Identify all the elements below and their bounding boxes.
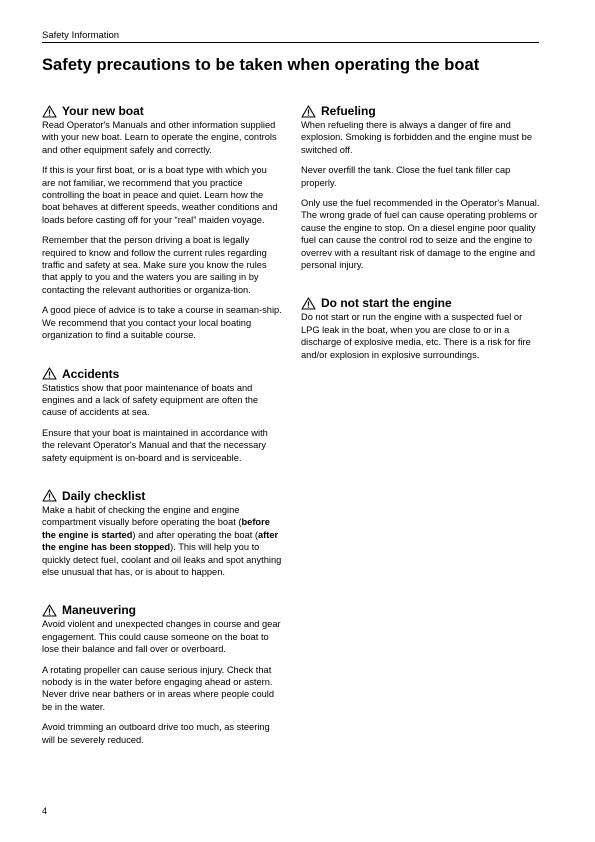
section-title: Refueling: [321, 104, 376, 118]
paragraph: Remember that the person driving a boat is legally required to know and follow the current rules regarding traffic and safety at sea. Make sure you know the rules that apply to you and the waters you are sailing in by contacting the relevant authorities or organiza-tion.: [42, 235, 267, 295]
section-title: Accidents: [62, 366, 120, 381]
section-title: Daily checklist: [62, 488, 146, 503]
paragraph: A rotating propeller can cause serious injury. Check that nobody is in the water before engaging ahead or astern. Never drive near bathers or in areas where people could be in the water.: [42, 664, 275, 712]
section-maneuvering: [42, 602, 282, 746]
emphasis-text: after the engine has been stopped: [42, 529, 279, 553]
paragraph: Do not start or run the engine with a suspected fuel or LPG leak in the boat, when you are close to or in a discharge of explosive media, etc. There is a risk for fire and/or explosion in explosive surroundings.: [301, 312, 531, 360]
warning-triangle-icon: [42, 604, 57, 617]
text-run: ). This will help you to quickly detect fuel, coolant and oil leaks and spot anything else unusual that has, or is about to happen.: [42, 542, 282, 577]
paragraph: Avoid trimming an outboard drive too much, as steering will be severely reduced.: [42, 722, 270, 745]
paragraph: [42, 504, 282, 578]
paragraph: If this is your first boat, or is a boat type with which you are not familiar, we recommend that you practice controlling the boat in peace and quiet. Learn how the boat behaves at different speeds, weather conditions and loads before casting off for your “real” maiden voyage.: [42, 165, 278, 225]
paragraph: A good piece of advice is to take a course in seaman-ship. We recommend that you contact your local boating organization to find a suitable course.: [42, 305, 282, 341]
paragraph: Never overfill the tank. Close the fuel tank filler cap properly.: [301, 165, 511, 188]
right-column: [301, 103, 541, 385]
section-daily-checklist: [42, 488, 282, 578]
paragraph: Read Operator's Manuals and other information supplied with your new boat. Learn to operate the engine, controls and other equipment safely and correctly.: [42, 120, 277, 155]
section-do-not-start-engine: [301, 295, 541, 361]
section-refueling: [301, 103, 541, 271]
warning-triangle-icon: [42, 367, 57, 380]
warning-triangle-icon: [42, 489, 57, 502]
paragraph: Ensure that your boat is maintained in accordance with the relevant Operator's Manual and that the necessary safety equipment is on-board and is serviceable.: [42, 427, 268, 463]
warning-triangle-icon: [42, 105, 57, 118]
section-accidents: [42, 366, 282, 464]
section-header-label: Safety Information: [42, 30, 120, 41]
left-column: [42, 103, 282, 770]
section-heading: [42, 103, 282, 119]
text-run: Make a habit of checking the engine and engine compartment visually before operating the boat (: [42, 504, 242, 528]
section-heading: [42, 366, 282, 382]
section-heading: [42, 602, 282, 618]
paragraph: Statistics show that poor maintenance of boats and engines and a lack of safety equipment are often the cause of accidents at sea.: [42, 382, 259, 418]
section-your-new-boat: [42, 103, 282, 342]
paragraph: When refueling there is always a danger of fire and explosion. Smoking is forbidden and the engine must be switched off.: [301, 120, 533, 155]
header-divider: [42, 42, 539, 43]
page-number: 4: [42, 806, 48, 816]
emphasis-text: before the engine is started: [42, 517, 270, 540]
section-title: Maneuvering: [62, 603, 137, 618]
paragraph: Avoid violent and unexpected changes in course and gear engagement. This could cause someone on the boat to lose their balance and fall over or overboard.: [42, 619, 281, 655]
section-heading: [42, 488, 282, 504]
warning-triangle-icon: [301, 297, 316, 310]
section-title: Your new boat: [62, 104, 144, 118]
section-heading: [301, 295, 541, 311]
page-title: Safety precautions to be taken when operating the boat: [42, 56, 480, 74]
paragraph: Only use the fuel recommended in the Operator's Manual. The wrong grade of fuel can cause operating problems or cause the engine to stop. On a diesel engine poor quality fuel can cause the control rod to seize and the engine to overrev with a resultant risk of damage to the engine and personal injury.: [301, 198, 540, 271]
text-run: ) and after operating the boat (: [132, 529, 259, 540]
section-title: Do not start the engine: [321, 296, 452, 311]
section-heading: [301, 103, 541, 119]
warning-triangle-icon: [301, 105, 316, 118]
